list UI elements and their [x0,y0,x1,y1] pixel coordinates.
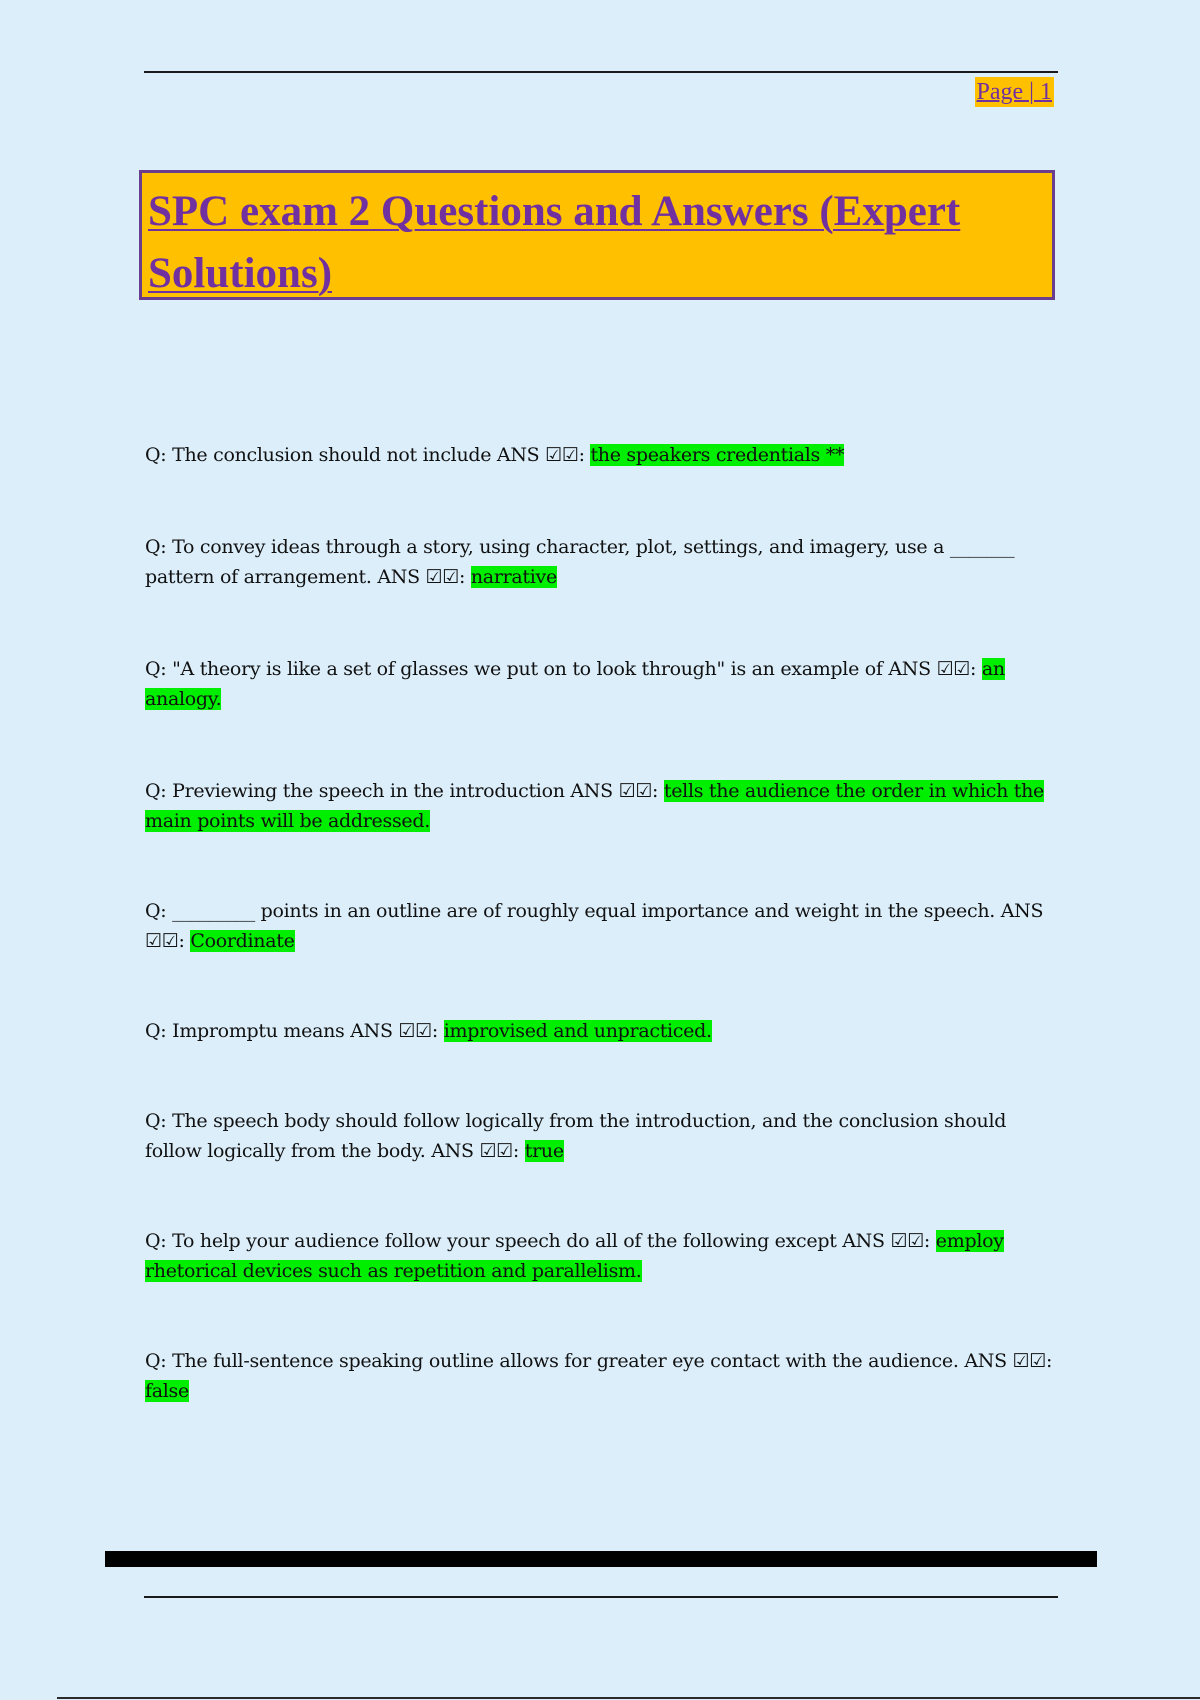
footer-bar [105,1551,1097,1567]
answer-highlight: improvised and unpracticed. [443,1020,712,1042]
answer-highlight: narrative [470,566,557,588]
answer-highlight: false [145,1380,189,1402]
document-title: SPC exam 2 Questions and Answers (Expert Solutions) [148,188,961,297]
question-text: Q: The conclusion should not include ANS ☑☑: [145,444,585,466]
qa-item [145,1016,1065,1046]
question-text: Q: Previewing the speech in the introduction ANS ☑☑: [145,780,659,802]
question-text: Q: The full-sentence speaking outline allows for greater eye contact with the audience. ANS ☑☑: [145,1350,1053,1372]
answer-highlight: true [524,1140,564,1162]
qa-item [145,1106,1065,1166]
qa-list [145,440,1065,1406]
qa-item [145,1346,1065,1406]
footer-rule [144,1596,1058,1598]
answer-highlight: employ rhetorical devices such as repetition and parallelism. [145,1230,1004,1282]
qa-item [145,1226,1065,1286]
header-rule [144,71,1058,73]
answer-highlight: tells the audience the order in which the main points will be addressed. [145,780,1044,832]
answer-highlight: the speakers credentials ** [590,444,845,466]
qa-item [145,440,1065,470]
question-text: Q: _________ points in an outline are of roughly equal importance and weight in the speech. ANS ☑☑: [145,900,1044,952]
title-box [139,170,1055,300]
question-text: Q: To help your audience follow your speech do all of the following except ANS ☑☑: [145,1230,931,1252]
question-text: Q: "A theory is like a set of glasses we put on to look through" is an example of ANS ☑☑: [145,658,977,680]
question-text: Q: To convey ideas through a story, using character, plot, settings, and imagery, use a _______ pattern of arrangement. ANS ☑☑: [145,536,1015,588]
page-number: Page | 1 [976,79,1052,105]
qa-item [145,654,1065,714]
question-text: Q: Impromptu means ANS ☑☑: [145,1020,438,1042]
qa-item [145,532,1065,592]
qa-item [145,896,1065,956]
question-text: Q: The speech body should follow logically from the introduction, and the conclusion should follow logically from the body. ANS ☑☑: [145,1110,1007,1162]
answer-highlight: an analogy. [145,658,1005,710]
answer-highlight: Coordinate [190,930,295,952]
qa-item [145,776,1065,836]
page-edge-rule [57,1697,1200,1699]
